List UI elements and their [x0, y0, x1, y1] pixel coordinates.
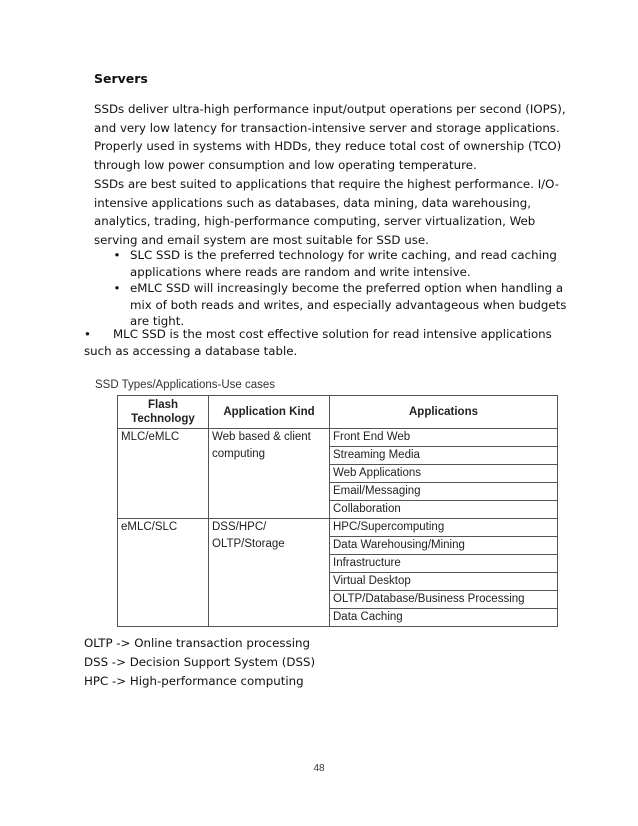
abbreviation-hpc: HPC -> High-performance computing [84, 674, 304, 688]
section-heading: Servers [94, 71, 148, 86]
header-applications: Applications [330, 396, 558, 429]
application-cell: HPC/Supercomputing [330, 519, 558, 537]
header-flash-technology: Flash Technology [118, 396, 209, 429]
bullet-line: eMLC SSD will increasingly become the preferred option when handling a [130, 281, 564, 295]
application-cell: Web Applications [330, 465, 558, 483]
bullet-icon: • [84, 327, 91, 341]
bullet-line: SLC SSD is the preferred technology for write caching, and read caching [130, 248, 557, 262]
ssd-use-cases-figure [87, 373, 569, 623]
table-caption: SSD Types/Applications-Use cases [95, 379, 276, 391]
paragraph-line: serving and email system are most suitable for SSD use. [94, 232, 429, 247]
paragraph-line: and very low latency for transaction-intensive server and storage applications. [94, 120, 560, 135]
intro-paragraph [94, 100, 574, 250]
paragraph-line: Properly used in systems with HDDs, they reduce total cost of ownership (TCO) [94, 139, 562, 154]
application-cell: Data Caching [330, 609, 558, 627]
application-cell: Virtual Desktop [330, 573, 558, 591]
header-application-kind: Application Kind [209, 396, 330, 429]
bullet-item-mlc [84, 326, 564, 360]
bullet-line: are tight. [130, 314, 185, 328]
abbreviation-dss: DSS -> Decision Support System (DSS) [84, 655, 316, 669]
bullet-icon: • [113, 248, 121, 262]
page-number: 48 [313, 763, 325, 774]
technology-cell: MLC/eMLC [118, 429, 209, 519]
application-cell: OLTP/Database/Business Processing [330, 591, 558, 609]
bullet-list [111, 247, 571, 330]
application-cell: Email/Messaging [330, 483, 558, 501]
application-cell: Front End Web [330, 429, 558, 447]
table-row [118, 519, 558, 537]
application-cell: Streaming Media [330, 447, 558, 465]
application-cell: Infrastructure [330, 555, 558, 573]
technology-cell: eMLC/SLC [118, 519, 209, 627]
bullet-line: applications where reads are random and write intensive. [130, 264, 471, 279]
bullet-line: mix of both reads and writes, and especially advantageous when budgets [130, 297, 567, 312]
application-cell: Collaboration [330, 501, 558, 519]
table-row [118, 429, 558, 447]
abbreviation-oltp: OLTP -> Online transaction processing [84, 636, 310, 650]
paragraph-line: through low power consumption and low operating temperature. [94, 158, 477, 173]
bullet-line: MLC SSD is the most cost effective solution for read intensive applications [113, 327, 552, 341]
paragraph-line: intensive applications such as databases, data mining, data warehousing, [94, 195, 531, 210]
bullet-item-emlc [111, 280, 571, 330]
application-kind-cell: DSS/HPC/ OLTP/Storage [209, 519, 330, 627]
paragraph-line: analytics, trading, high-performance computing, server virtualization, Web [94, 214, 536, 229]
application-cell: Data Warehousing/Mining [330, 537, 558, 555]
paragraph-line: SSDs deliver ultra-high performance input/output operations per second (IOPS), [94, 102, 566, 116]
paragraph-line: SSDs are best suited to applications that require the highest performance. I/O- [94, 176, 560, 191]
bullet-icon: • [113, 281, 121, 295]
application-kind-cell: Web based & client computing [209, 429, 330, 519]
bullet-item-slc [111, 247, 571, 280]
table-header-row [118, 396, 558, 429]
bullet-line: such as accessing a database table. [84, 344, 298, 358]
ssd-use-cases-table [117, 395, 558, 627]
abbreviation-list [84, 634, 315, 691]
